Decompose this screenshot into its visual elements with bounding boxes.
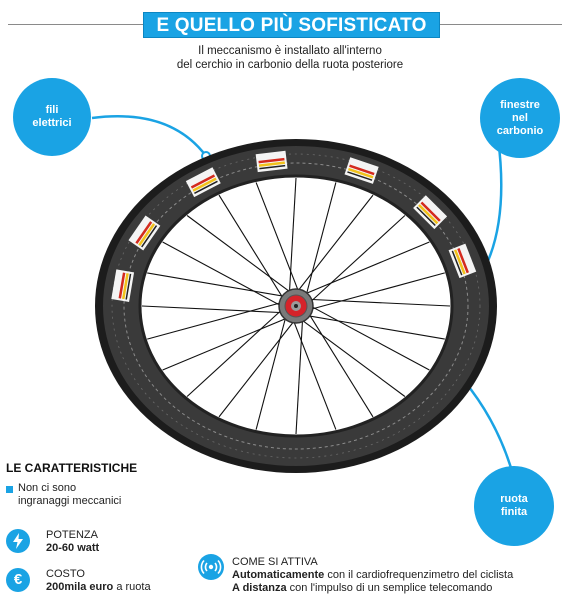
- power-label: POTENZA: [46, 529, 98, 541]
- feature-power: [46, 529, 99, 555]
- feature-cost: [46, 568, 151, 594]
- callout-ruota-line-1: ruota: [500, 493, 528, 505]
- cost-value: 200mila euro: [46, 581, 114, 593]
- callout-finestre-line-2: nel: [512, 111, 528, 124]
- wireless-signal-icon: [198, 554, 224, 580]
- feature-activation: [232, 556, 513, 595]
- euro-icon: €: [6, 568, 30, 592]
- callout-fili-line-1: fili: [45, 104, 59, 116]
- callout-fili-elettrici: [13, 78, 91, 156]
- leader-line-fili: [92, 116, 206, 156]
- activation-line-2: [232, 582, 513, 595]
- activation-line-2-bold: A distanza: [232, 582, 287, 594]
- lightning-icon: [6, 529, 30, 553]
- callout-ruota-finita: [474, 466, 554, 546]
- bullet-square: [6, 486, 13, 493]
- subtitle-line-1: Il meccanismo è installato all'interno: [198, 45, 382, 57]
- subtitle-line-2: del cerchio in carbonio della ruota posteriore: [176, 59, 404, 71]
- features-title: LE CARATTERISTICHE: [6, 461, 138, 475]
- callout-finestre-carbonio: [480, 78, 560, 158]
- page-title: E QUELLO PIÙ SOFISTICATO: [143, 12, 440, 38]
- callout-finestre-line-3: carbonio: [496, 124, 544, 137]
- carbon-window: [256, 151, 288, 172]
- activation-line-1-rest: con il cardiofrequenzimetro del ciclista: [324, 569, 514, 581]
- cost-suffix: a ruota: [113, 581, 151, 593]
- hub-dot: [294, 304, 298, 308]
- activation-label: COME SI ATTIVA: [232, 556, 318, 568]
- cost-line: [46, 581, 151, 594]
- feature-no-gears: [18, 482, 121, 508]
- activation-line-2-rest: con l'impulso di un semplice telecomando: [286, 582, 493, 594]
- callout-ruota-line-2: finita: [500, 506, 528, 518]
- callout-fili-line-2: elettrici: [32, 117, 72, 129]
- feature-no-gears-line-1: Non ci sono: [18, 482, 77, 494]
- cost-label: COSTO: [46, 568, 85, 580]
- activation-line-1: [232, 569, 513, 582]
- callout-finestre-line-1: finestre: [500, 98, 540, 111]
- power-value: 20-60 watt: [46, 542, 100, 554]
- feature-no-gears-line-2: ingranaggi meccanici: [18, 495, 122, 507]
- activation-line-1-bold: Automaticamente: [232, 569, 325, 581]
